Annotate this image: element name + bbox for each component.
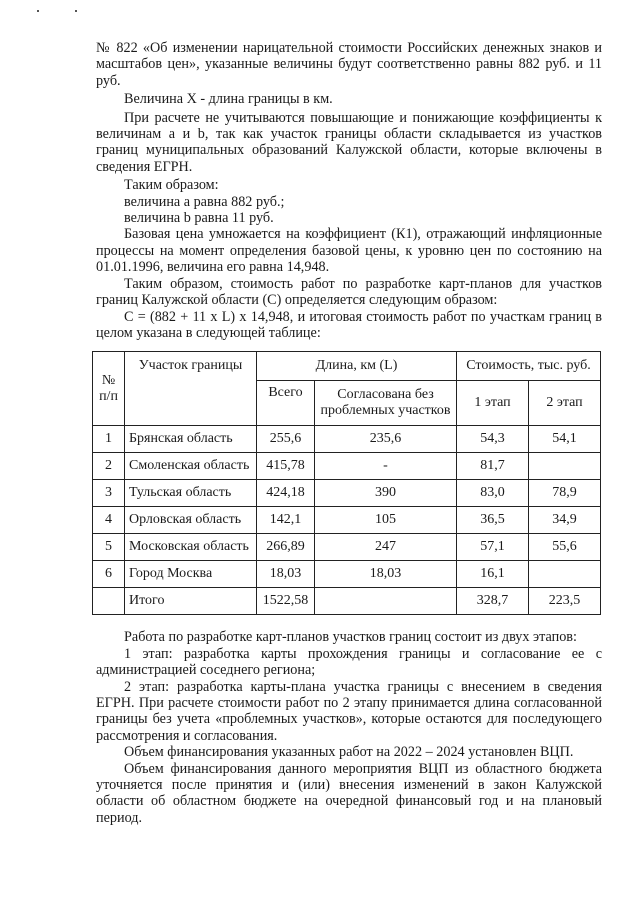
table-row: [93, 507, 601, 534]
cell-total: 424,18: [257, 480, 315, 507]
header-stage1: 1 этап: [457, 381, 529, 426]
cell-stage1: 36,5: [457, 507, 529, 534]
paragraph: величина a равна 882 руб.;: [124, 193, 285, 210]
cell-stage2: 78,9: [529, 480, 601, 507]
cell-region: Итого: [125, 588, 257, 615]
formula-paragraph: С = (882 + 11 x L) x 14,948, и итоговая стоимость работ по участкам границ в целом указана в следующей таблице:: [96, 308, 602, 341]
table-row: [93, 561, 601, 588]
header-length: Длина, км (L): [257, 352, 457, 381]
paragraph: № 822 «Об изменении нарицательной стоимости Российских денежных знаков и масштабов цен», указанные величины будут соответственно равны 882 руб. и 11 руб.: [96, 40, 602, 89]
cost-table: [92, 351, 601, 615]
paragraph: Объем финансирования данного мероприятия ВЦП из областного бюджета уточняется после принятия и (или) внесения изменений в закон Калужской области об областном бюджете на очередной финансовый год и на плановый период.: [96, 760, 602, 826]
cell-stage2: 223,5: [529, 588, 601, 615]
cell-total: 18,03: [257, 561, 315, 588]
cell-agreed: 105: [315, 507, 457, 534]
cell-stage1: 328,7: [457, 588, 529, 615]
cell-stage1: 16,1: [457, 561, 529, 588]
cell-stage2: 55,6: [529, 534, 601, 561]
cell-stage1: 81,7: [457, 453, 529, 480]
cell-total: 266,89: [257, 534, 315, 561]
cell-stage2: [529, 453, 601, 480]
cell-stage2: 54,1: [529, 426, 601, 453]
cell-region: Московская область: [125, 534, 257, 561]
cell-total: 142,1: [257, 507, 315, 534]
cell-num: 1: [93, 426, 125, 453]
cell-region: Брянская область: [125, 426, 257, 453]
paragraph: Базовая цена умножается на коэффициент (К1), отражающий инфляционные процессы на момент определения базовой цены, к уровню цен по состоянию на 01.01.1996, величина его равна 14,948.: [96, 226, 602, 276]
cell-region: Смоленская область: [125, 453, 257, 480]
document-page: [96, 40, 602, 826]
paragraph: Величина X - длина границы в км.: [124, 91, 333, 108]
cell-agreed: 390: [315, 480, 457, 507]
cell-region: Город Москва: [125, 561, 257, 588]
cell-stage1: 54,3: [457, 426, 529, 453]
header-num: № п/п: [93, 352, 125, 426]
paragraph: Объем финансирования указанных работ на 2022 – 2024 установлен ВЦП.: [124, 744, 574, 761]
cell-num: 2: [93, 453, 125, 480]
header-region: Участок границы: [125, 352, 257, 426]
cell-stage2: 34,9: [529, 507, 601, 534]
cell-total: 255,6: [257, 426, 315, 453]
cell-agreed: 18,03: [315, 561, 457, 588]
paragraph: 1 этап: разработка карты прохождения границы и согласование ее с администрацией соседнего региона;: [96, 645, 602, 679]
header-agreed: Согласована без проблемных участков: [315, 381, 457, 426]
table-row: [93, 534, 601, 561]
cell-agreed: 247: [315, 534, 457, 561]
paragraph: Таким образом:: [124, 177, 219, 194]
cell-agreed: -: [315, 453, 457, 480]
header-total: Всего: [257, 381, 315, 426]
cell-agreed: [315, 588, 457, 615]
table-row: [93, 453, 601, 480]
cell-num: [93, 588, 125, 615]
cell-num: 6: [93, 561, 125, 588]
paragraph: 2 этап: разработка карты-плана участка границы с внесением в сведения ЕГРН. При расчете стоимости работ по 2 этапу принимается длина согласованной границы без учета «проблемных участков», которые остаются для последующего рассмотрения и согласования.: [96, 678, 602, 744]
cell-num: 5: [93, 534, 125, 561]
paragraph: величина b равна 11 руб.: [124, 210, 274, 227]
table-row-total: [93, 588, 601, 615]
scan-mark: [37, 10, 39, 12]
table-row: [93, 480, 601, 507]
paragraph: При расчете не учитываются повышающие и понижающие коэффициенты к величинам a и b, так как участок границы области складывается из участков границ муниципальных образований Калужской области, которые включены в сведения ЕГРН.: [96, 109, 602, 175]
cell-total: 415,78: [257, 453, 315, 480]
cell-stage1: 57,1: [457, 534, 529, 561]
paragraph: Работа по разработке карт-планов участков границ состоит из двух этапов:: [124, 629, 577, 646]
cell-region: Тульская область: [125, 480, 257, 507]
cell-agreed: 235,6: [315, 426, 457, 453]
scan-mark: [75, 10, 77, 12]
paragraph: Таким образом, стоимость работ по разработке карт-планов для участков границ Калужской области (С) определяется следующим образом:: [96, 275, 602, 309]
table-row: [93, 426, 601, 453]
cell-region: Орловская область: [125, 507, 257, 534]
cell-stage1: 83,0: [457, 480, 529, 507]
cell-num: 4: [93, 507, 125, 534]
cell-total: 1522,58: [257, 588, 315, 615]
cell-num: 3: [93, 480, 125, 507]
header-cost: Стоимость, тыс. руб.: [457, 352, 601, 381]
cell-stage2: [529, 561, 601, 588]
header-stage2: 2 этап: [529, 381, 601, 426]
